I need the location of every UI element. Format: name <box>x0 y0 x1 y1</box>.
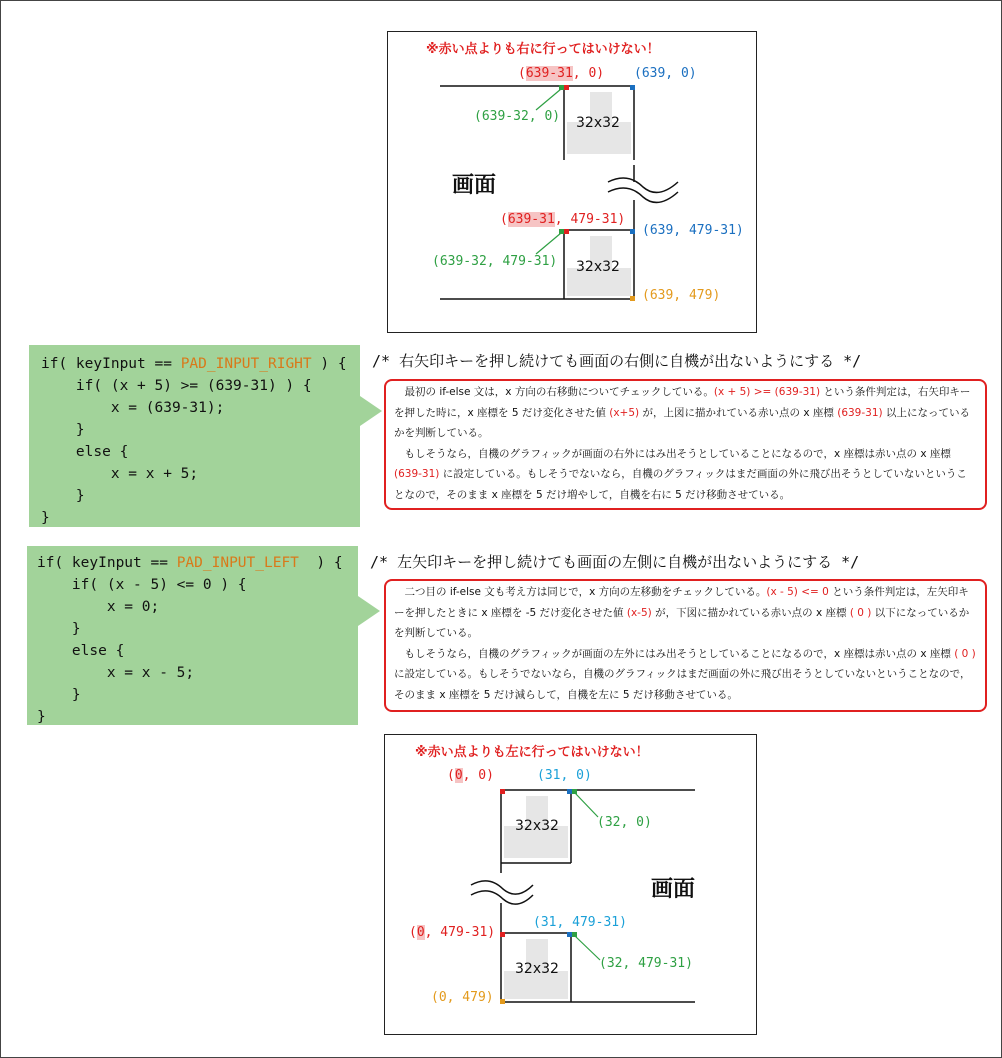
red-point <box>500 789 505 794</box>
explanation-box-right <box>384 379 987 510</box>
green-point <box>572 789 577 794</box>
explanation-box-left <box>384 579 987 712</box>
right-boundary-diagram <box>387 31 757 333</box>
sprite-size-label: 32x32 <box>576 115 620 131</box>
boundary-warning: ※赤い点よりも右に行ってはいけない！ <box>426 42 660 57</box>
orange-point <box>630 296 635 301</box>
green-point <box>559 229 564 234</box>
sprite-size-label: 32x32 <box>576 259 620 275</box>
coord-label-blue-top: (639, 0) <box>634 66 697 81</box>
coord-label-orange-bottom: (639, 479) <box>642 288 721 303</box>
coord-label-red-top: (639-31, 0) <box>518 66 605 81</box>
coord-label-blue-bottom: (31, 479-31) <box>533 915 627 930</box>
callout-pointer <box>358 596 380 626</box>
left-boundary-diagram <box>384 734 757 1035</box>
explanation-paragraph: 二つ目の if-else 文も考え方は同じで，x 方向の左移動をチェックしている。(x - 5) <= 0 という条件判定は，左矢印キーを押したときに x 座標を -5 だけ変化させた値 (x-5) が，下図に描かれている赤い点の x 座標 ( 0 ) 以下になっているかを判断している。 <box>394 586 970 639</box>
blue-point <box>630 85 635 90</box>
coord-label-red-top: (0, 0) <box>447 768 494 783</box>
sprite-size-label: 32x32 <box>515 961 559 977</box>
coord-label-green-top: (32, 0) <box>597 815 652 830</box>
green-point <box>559 85 564 90</box>
explanation-paragraph: 最初の if-else 文は，x 方向の右移動についてチェックしている。(x + 5) >= (639-31) という条件判定は，右矢印キーを押した時に，x 座標を 5 だけ変化させた値 (x+5) が，上図に描かれている赤い点の x 座標 (639-31) 以上になっているかを判断している。 <box>394 386 971 439</box>
sprite-size-label: 32x32 <box>515 818 559 834</box>
coord-label-red-bottom: (639-31, 479-31) <box>500 212 626 227</box>
coord-label-blue-bottom: (639, 479-31) <box>642 223 744 238</box>
explanation-paragraph: もしそうなら，自機のグラフィックが画面の右外にはみ出そうとしていることになるので，x 座標は赤い点の x 座標 (639-31) に設定している。もしそうでないなら，自機のグラフィックはまだ画面の外に飛び出そうとしていないということなので，そのまま x 座標を 5 だけ増やして，自機を右に 5 だけ移動させている。 <box>394 447 967 501</box>
green-point <box>572 932 577 937</box>
coord-label-red-bottom: (0, 479-31) <box>409 925 496 940</box>
orange-point <box>500 999 505 1004</box>
code-block-left: if( keyInput == PAD_INPUT_LEFT ) { if( (x - 5) <= 0 ) { x = 0; } else { x = x - 5; } } <box>27 546 358 725</box>
coord-label-green-bottom: (32, 479-31) <box>599 956 693 971</box>
red-point <box>564 229 569 234</box>
section-heading-right: /* 右矢印キーを押し続けても画面の右側に自機が出ないようにする */ <box>372 352 862 370</box>
red-point <box>500 932 505 937</box>
blue-point <box>567 789 572 794</box>
code-block-right: if( keyInput == PAD_INPUT_RIGHT ) { if( (x + 5) >= (639-31) ) { x = (639-31); } else { x = x + 5; } } <box>29 345 360 527</box>
coord-label-green-top: (639-32, 0) <box>474 109 561 124</box>
coord-label-blue-top: (31, 0) <box>537 768 592 783</box>
explanation-paragraph: もしそうなら，自機のグラフィックが画面の左外にはみ出そうとしていることになるので，x 座標は赤い点の x 座標 ( 0 ) に設定している。もしそうでないなら，自機のグラフィックはまだ画面の外に飛び出そうとしていないということなので，そのまま x 座標を 5 だけ減らして，自機を左に 5 だけ移動させている。 <box>394 647 976 701</box>
boundary-warning: ※赤い点よりも左に行ってはいけない！ <box>415 745 649 760</box>
red-point <box>564 85 569 90</box>
callout-pointer <box>360 396 382 426</box>
blue-point <box>567 932 572 937</box>
blue-point <box>630 229 635 234</box>
coord-label-green-bottom: (639-32, 479-31) <box>432 254 558 269</box>
section-heading-left: /* 左矢印キーを押し続けても画面の左側に自機が出ないようにする */ <box>370 553 860 571</box>
coord-label-orange-bottom: (0, 479) <box>431 990 494 1005</box>
screen-label: 画面 <box>452 173 497 198</box>
screen-label: 画面 <box>651 877 696 902</box>
